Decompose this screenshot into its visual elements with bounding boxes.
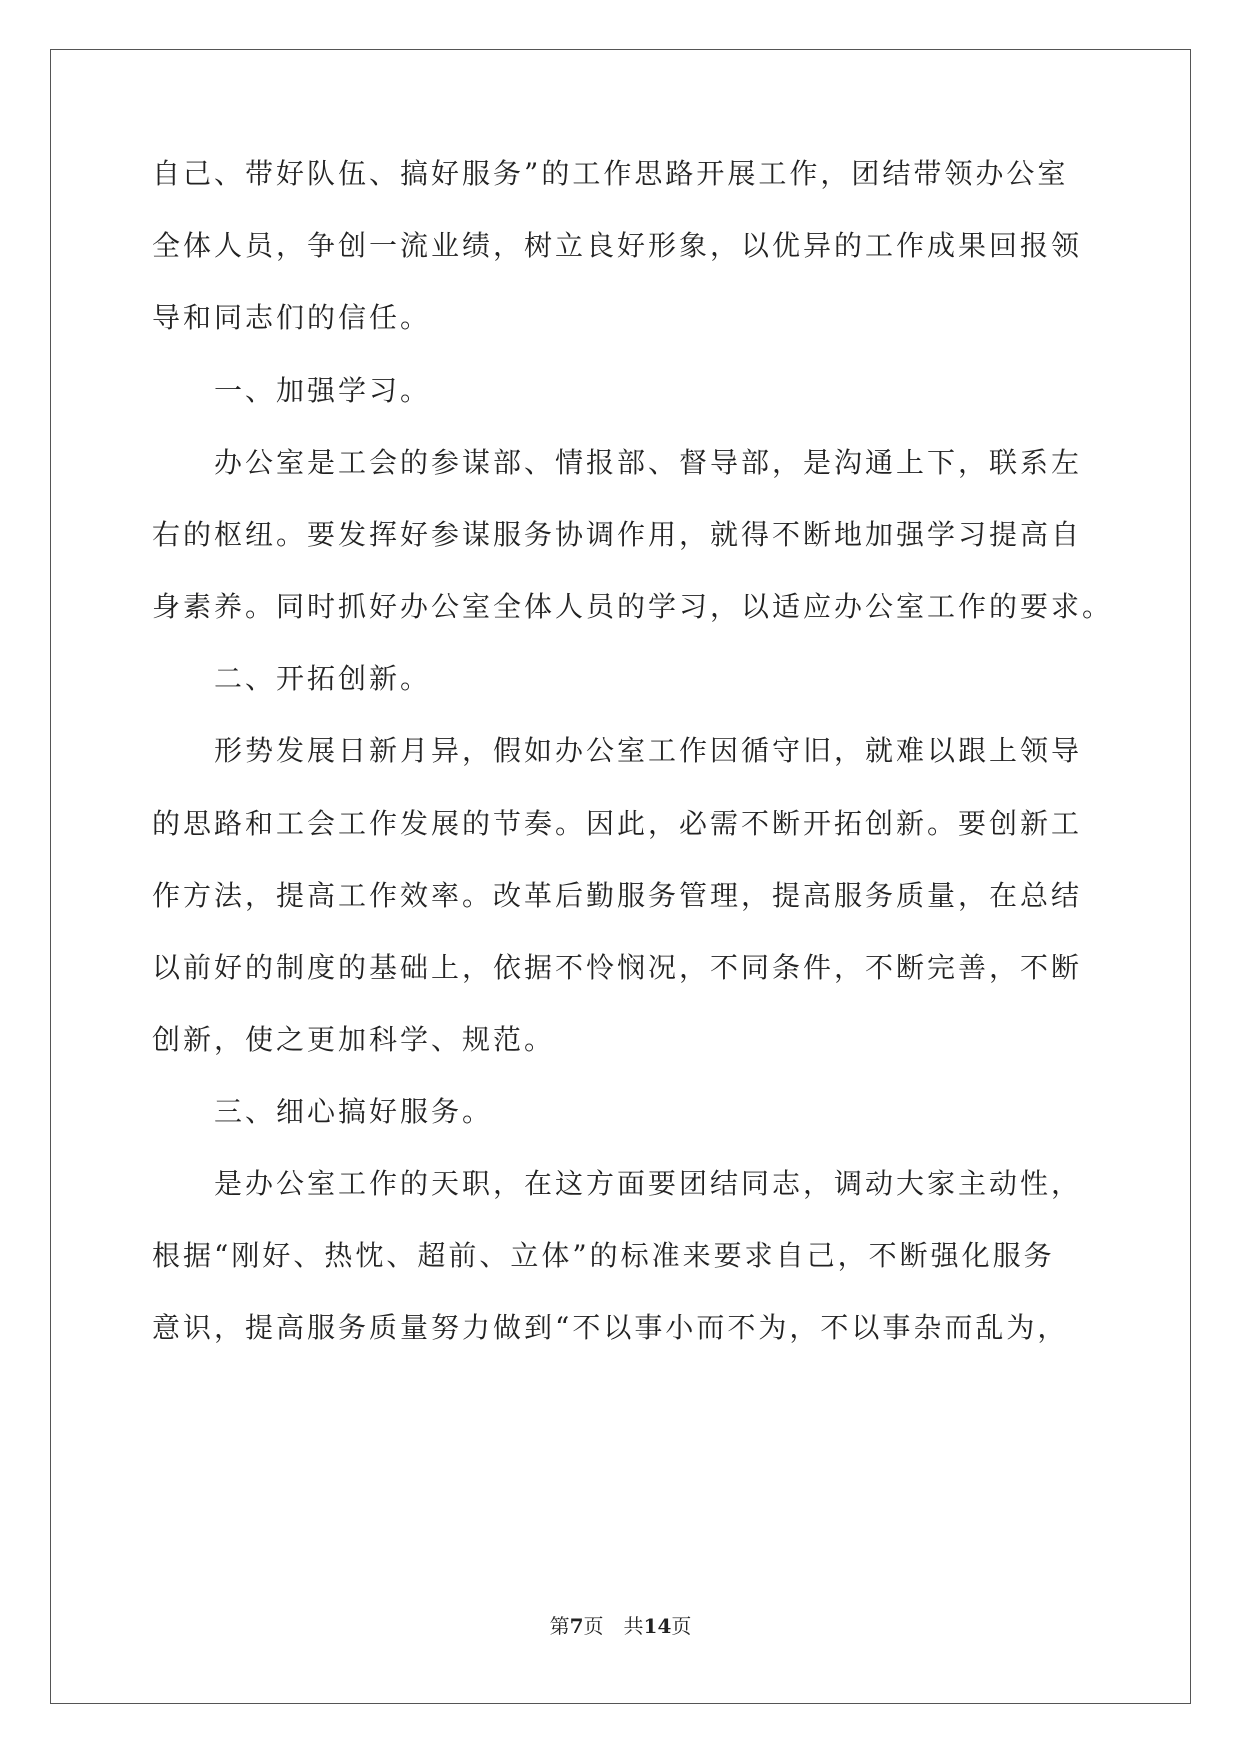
- page-current: 7: [569, 1614, 584, 1638]
- text-line: 身素养。同时抓好办公室全体人员的学习，以适应办公室工作的要求。: [152, 590, 1114, 623]
- text-line: 是办公室工作的天职，在这方面要团结同志，调动大家主动性，: [214, 1167, 1083, 1200]
- page-mid: 页 共: [583, 1614, 644, 1638]
- text-line: 创新，使之更加科学、规范。: [152, 1023, 556, 1056]
- text-line: 以前好的制度的基础上，依据不怜悯况，不同条件，不断完善，不断: [152, 951, 1083, 984]
- section-heading: 二、开拓创新。: [214, 662, 432, 695]
- text-line: 办公室是工会的参谋部、情报部、督导部，是沟通上下，联系左: [214, 446, 1083, 479]
- page-total: 14: [643, 1614, 672, 1638]
- section-heading: 三、细心搞好服务。: [214, 1095, 494, 1128]
- text-line: 意识，提高服务质量努力做到“不以事小而不为，不以事杂而乱为，: [152, 1311, 1069, 1344]
- text-line: 作方法，提高工作效率。改革后勤服务管理，提高服务质量，在总结: [152, 879, 1083, 912]
- text-line: 的思路和工会工作发展的节奏。因此，必需不断开拓创新。要创新工: [152, 807, 1083, 840]
- text-line: 右的枢纽。要发挥好参谋服务协调作用，就得不断地加强学习提高自: [152, 518, 1083, 551]
- section-heading: 一、加强学习。: [214, 374, 432, 407]
- text-line: 全体人员，争创一流业绩，树立良好形象，以优异的工作成果回报领: [152, 229, 1083, 262]
- text-line: 导和同志们的信任。: [152, 301, 432, 334]
- page-number-footer: [0, 1610, 1241, 1639]
- text-line: 形势发展日新月异，假如办公室工作因循守旧，就难以跟上领导: [214, 734, 1083, 767]
- text-line: 根据“刚好、热忱、超前、立体”的标准来要求自己，不断强化服务: [152, 1239, 1055, 1272]
- text-line: 自己、带好队伍、搞好服务”的工作思路开展工作，团结带领办公室: [152, 157, 1069, 190]
- page-prefix: 第: [549, 1614, 570, 1638]
- page-suffix: 页: [671, 1614, 692, 1638]
